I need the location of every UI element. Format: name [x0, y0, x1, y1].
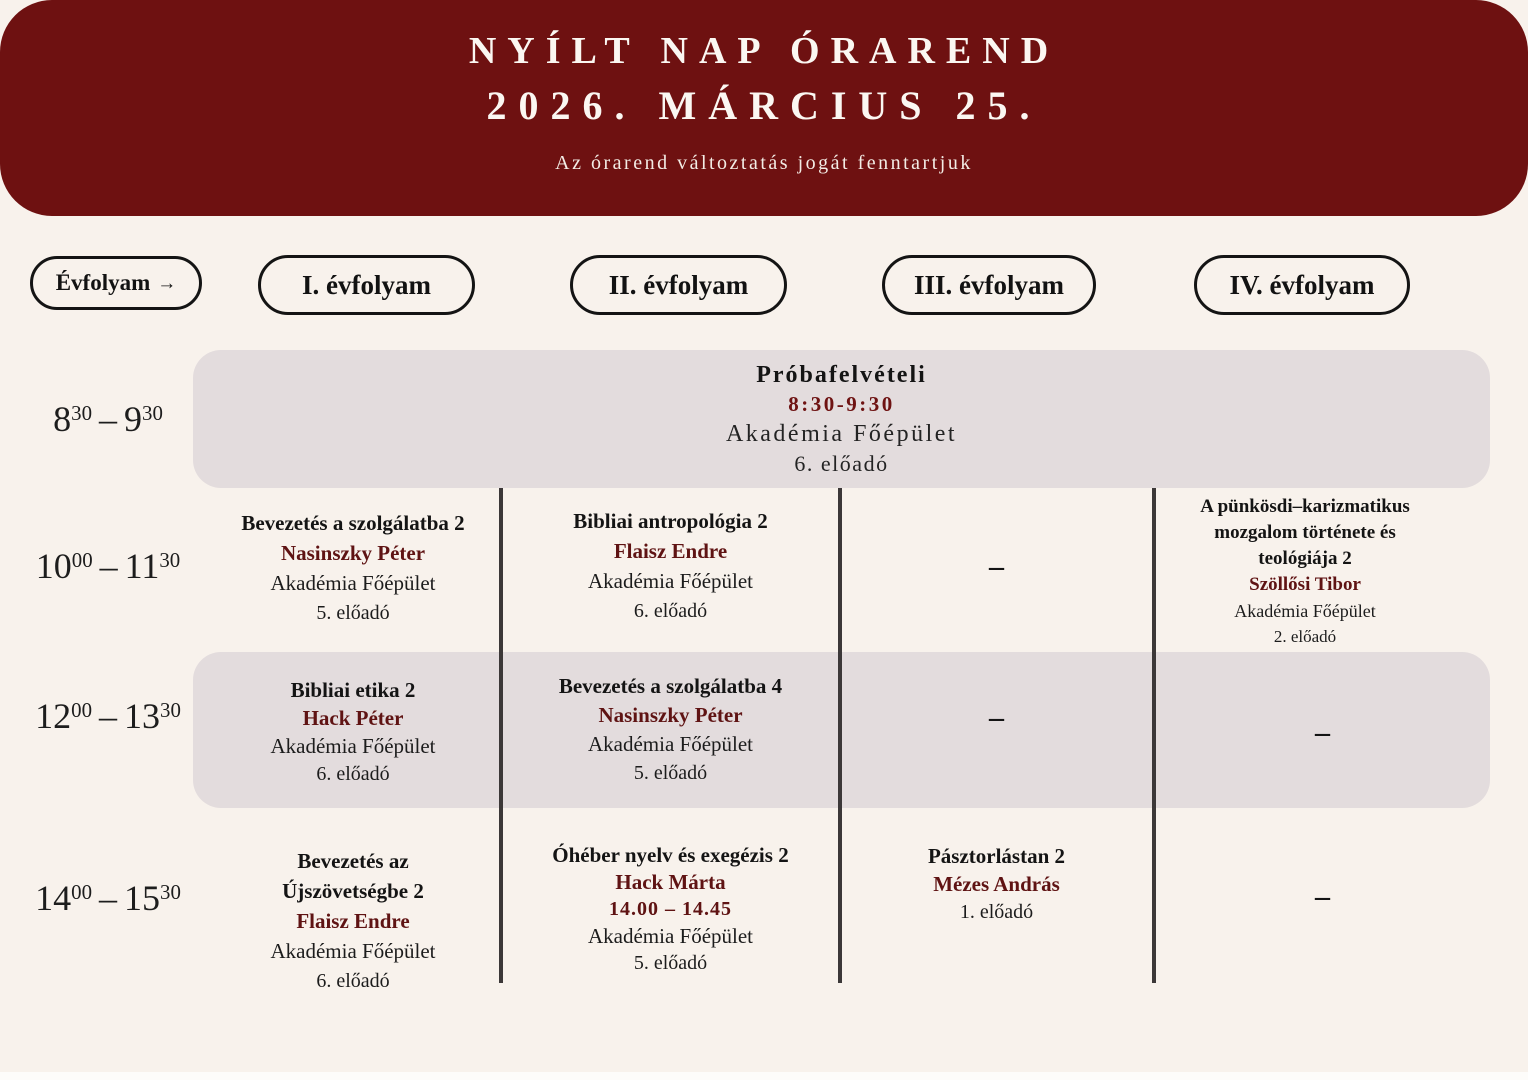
class-location: Akadémia Főépület [587, 732, 754, 756]
class-title: Pásztorlástan 2 [927, 844, 1066, 868]
class-location: Akadémia Főépület [270, 939, 436, 963]
schedule-cell-row2-year2 [503, 506, 838, 626]
event-location: Akadémia Főépület [725, 421, 958, 447]
time-end-min: 30 [142, 401, 163, 426]
time-range-row-1 [8, 398, 208, 440]
class-teacher: Mézes András [933, 872, 1060, 896]
time-start-min: 00 [71, 698, 92, 723]
class-teacher: Hack Péter [302, 706, 404, 730]
time-start-min: 00 [71, 548, 93, 573]
proba-event-band [193, 350, 1490, 488]
time-end-hour: 13 [124, 696, 160, 736]
time-start-hour: 10 [35, 546, 72, 586]
column-header-year-2 [570, 255, 787, 315]
column-header-label: II. évfolyam [608, 269, 749, 300]
class-location: Akadémia Főépület [587, 924, 754, 948]
schedule-cell-row4-year1 [238, 846, 468, 996]
class-teacher: Szöllősi Tibor [1249, 574, 1361, 595]
schedule-cell-row3-year2 [503, 672, 838, 788]
class-teacher: Flaisz Endre [296, 909, 410, 933]
class-location: Akadémia Főépület [270, 734, 436, 758]
schedule-cell-row3-year4-empty: – [1315, 716, 1330, 749]
class-room: 1. előadó [959, 901, 1034, 923]
event-time: 8:30-9:30 [788, 392, 895, 416]
time-end-min: 30 [160, 698, 181, 723]
event-title: Próbafelvételi [756, 362, 927, 388]
class-title: Bevezetés az Újszövetségbe 2 [282, 849, 424, 903]
column-header-label: I. évfolyam [302, 269, 431, 300]
bottom-edge-strip [0, 1072, 1528, 1080]
column-header-year-1 [258, 255, 475, 315]
column-header-label: III. évfolyam [914, 269, 1064, 300]
event-room: 6. előadó [794, 451, 889, 476]
class-room: 5. előadó [633, 952, 708, 974]
time-end-hour: 9 [124, 399, 142, 439]
class-room: 5. előadó [316, 602, 390, 624]
page-title: NYÍLT NAP ÓRAREND [468, 30, 1060, 72]
class-teacher: Hack Márta [615, 870, 726, 894]
time-separator: – [99, 696, 117, 736]
time-start-hour: 14 [35, 878, 72, 918]
class-location: Akadémia Főépület [1234, 601, 1376, 621]
class-title: Bibliai antropológia 2 [573, 509, 768, 533]
schedule-cell-row2-year1 [208, 508, 498, 628]
class-teacher: Flaisz Endre [613, 539, 728, 563]
class-room: 5. előadó [633, 762, 708, 784]
time-start-min: 00 [71, 880, 92, 905]
time-range-row-3 [8, 695, 208, 737]
time-end-min: 30 [160, 880, 181, 905]
class-room: 2. előadó [1273, 627, 1337, 646]
schedule-cell-row2-year3-empty: – [989, 550, 1004, 583]
class-location: Akadémia Főépület [587, 569, 754, 593]
time-separator: – [99, 399, 117, 439]
class-title: Bevezetés a szolgálatba 2 [241, 511, 465, 535]
time-range-row-4 [8, 877, 208, 919]
schedule-cell-row4-year4-empty: – [1315, 880, 1330, 913]
schedule-cell-row4-year3 [842, 842, 1151, 926]
page-date: 2026. MÁRCIUS 25. [486, 83, 1042, 128]
column-header-year-3 [882, 255, 1096, 315]
page-subtitle: Az órarend változtatás jogát fenntartjuk [555, 152, 973, 174]
class-time: 14.00 – 14.45 [609, 898, 732, 920]
class-title: A pünkösdi–karizmatikus mozgalom története és teológiája 2 [1200, 496, 1410, 569]
class-teacher: Nasinszky Péter [598, 703, 743, 727]
header-banner [0, 0, 1528, 216]
schedule-cell-row3-year3-empty: – [989, 701, 1004, 734]
time-start-min: 30 [71, 401, 92, 426]
year-row-label-pill [30, 256, 202, 310]
time-separator: – [99, 546, 118, 586]
time-separator: – [99, 878, 117, 918]
class-room: 6. előadó [633, 600, 708, 622]
schedule-cell-row3-year1 [208, 676, 498, 788]
class-room: 6. előadó [316, 970, 390, 992]
class-location: Akadémia Főépület [270, 571, 436, 595]
right-arrow-icon: → [157, 273, 177, 294]
schedule-cell-row2-year4 [1185, 494, 1425, 650]
year-row-label: Évfolyam [55, 270, 151, 295]
time-end-hour: 15 [124, 878, 160, 918]
column-header-year-4 [1194, 255, 1410, 315]
class-teacher: Nasinszky Péter [280, 541, 426, 565]
class-room: 6. előadó [316, 763, 390, 785]
class-title: Bibliai etika 2 [290, 678, 416, 702]
schedule-cell-row4-year2 [503, 842, 838, 977]
time-range-row-2 [8, 545, 208, 587]
time-start-hour: 8 [53, 399, 72, 439]
column-header-label: IV. évfolyam [1229, 269, 1375, 300]
time-end-hour: 11 [124, 546, 160, 586]
time-end-min: 30 [159, 548, 181, 573]
time-start-hour: 12 [35, 696, 72, 736]
class-title: Bevezetés a szolgálatba 4 [558, 674, 783, 698]
class-title: Óhéber nyelv és exegézis 2 [552, 843, 789, 867]
